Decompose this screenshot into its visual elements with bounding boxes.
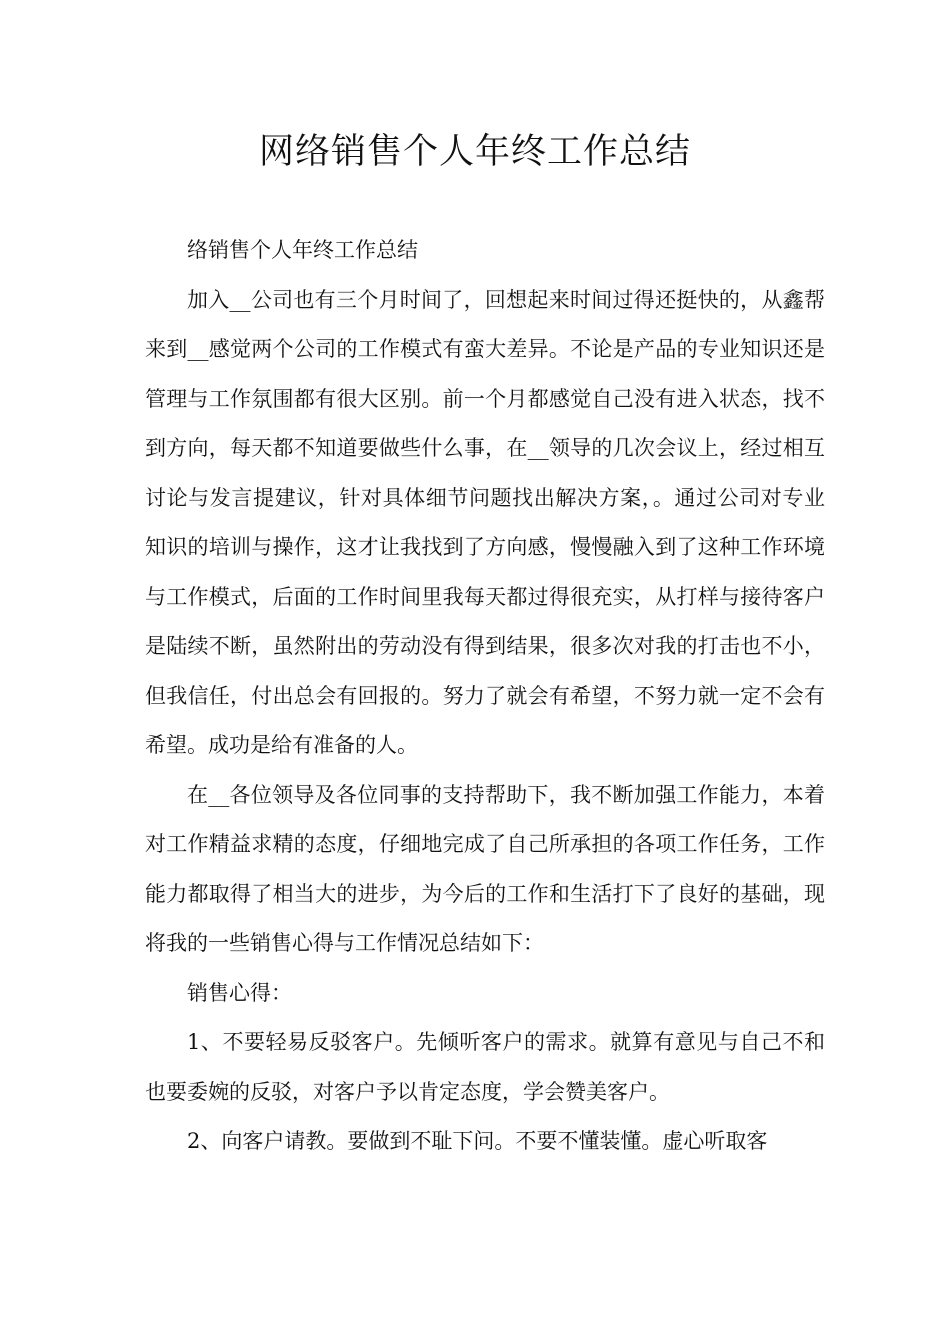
paragraph-tip-2: 2、向客户请教。要做到不耻下问。不要不懂装懂。虚心听取客 bbox=[187, 1129, 768, 1153]
document-body bbox=[145, 226, 825, 1167]
paragraph-intro: 加入__公司也有三个月时间了，回想起来时间过得还挺快的，从鑫帮来到__感觉两个公司的工作模式有蛮大差异。不论是产品的专业知识还是管理与工作氛围都有很大区别。前一个月都感觉自己没有进入状态，找不到方向，每天都不知道要做些什么事，在__领导的几次会议上，经过相互讨论与发言提建议，针对具体细节问题找出解决方案，。通过公司对专业知识的培训与操作，这才让我找到了方向感，慢慢融入到了这种工作环境与工作模式，后面的工作时间里我每天都过得很充实，从打样与接待客户是陆续不断，虽然附出的劳动没有得到结果，很多次对我的打击也不小，但我信任，付出总会有回报的。努力了就会有希望，不努力就一定不会有希望。成功是给有准备的人。 bbox=[145, 287, 825, 757]
document-title: 网络销售个人年终工作总结 bbox=[258, 132, 691, 172]
paragraph-summary: 在__各位领导及各位同事的支持帮助下，我不断加强工作能力，本着对工作精益求精的态度，仔细地完成了自己所承担的各项工作任务，工作能力都取得了相当大的进步，为今后的工作和生活打下了良好的基础，现将我的一些销售心得与工作情况总结如下： bbox=[145, 782, 825, 955]
paragraph-tip-1: 1、不要轻易反驳客户。先倾听客户的需求。就算有意见与自己不和也要委婉的反驳，对客户予以肯定态度，学会赞美客户。 bbox=[145, 1030, 825, 1104]
paragraph-heading-sales-tips: 销售心得： bbox=[187, 980, 292, 1005]
paragraph-subtitle: 络销售个人年终工作总结 bbox=[187, 238, 418, 262]
